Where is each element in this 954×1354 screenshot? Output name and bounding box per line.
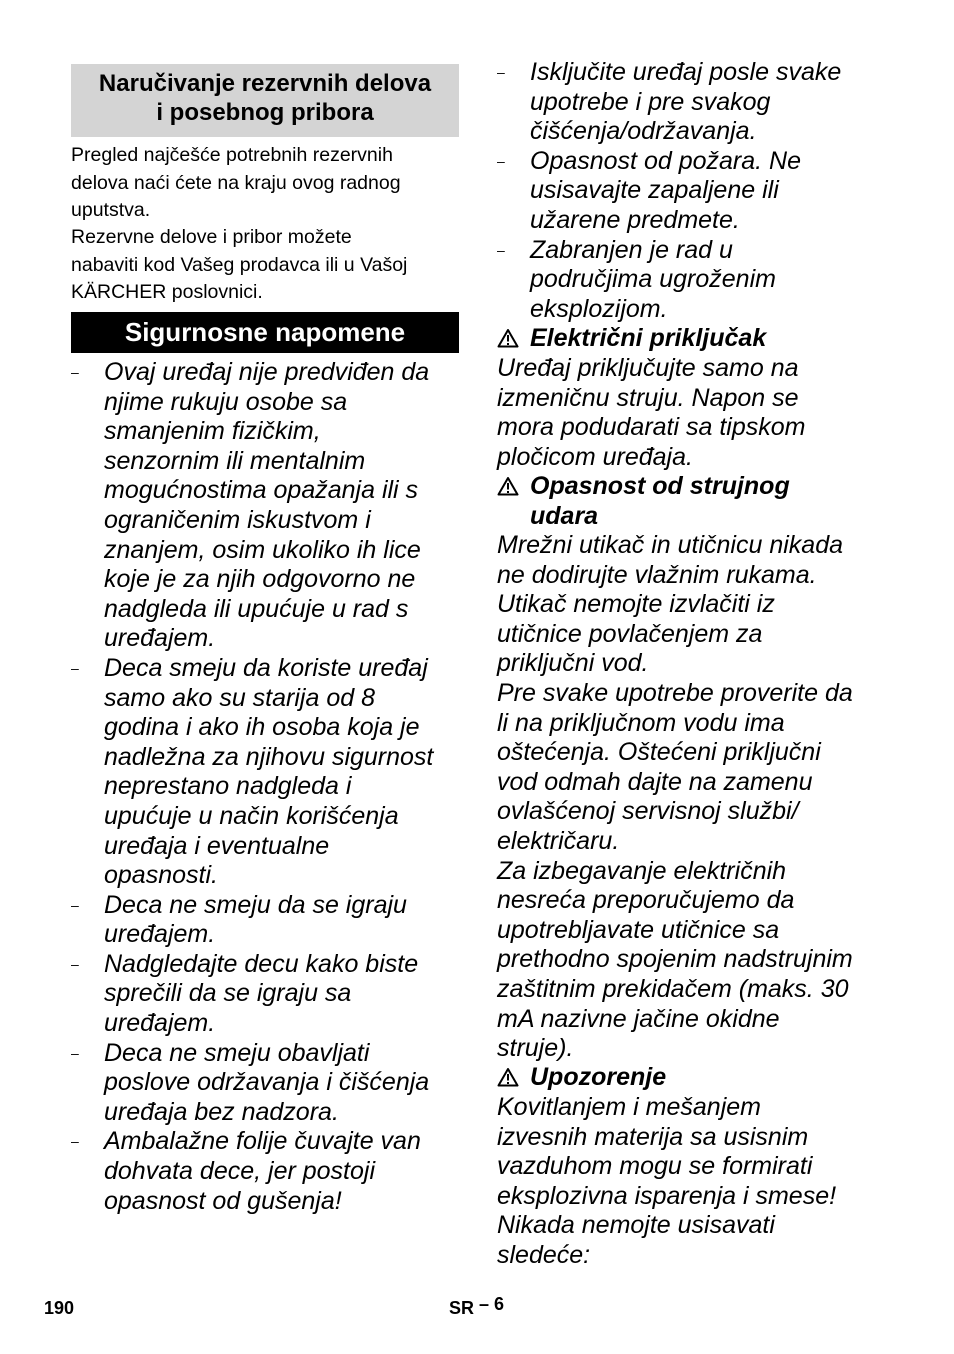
text-line: Rezervne delove i pribor možete xyxy=(71,226,352,248)
dash-bullet-icon: – xyxy=(497,152,505,169)
text-line: Deca smeju da koriste uređaj xyxy=(104,653,428,682)
text-line: utičnice povlačenjem za xyxy=(497,619,763,648)
list-item xyxy=(71,358,433,654)
dash-bullet-icon: – xyxy=(71,1044,79,1061)
text-line: usisavajte zapaljene ili xyxy=(530,176,779,205)
footer-section-number: – 6 xyxy=(479,1294,505,1314)
text-line: senzornim ili mentalnim xyxy=(104,446,366,475)
list-item xyxy=(71,950,433,1039)
warning-triangle-icon xyxy=(497,472,530,502)
text-line: Pregled najčešće potrebnih rezervnih xyxy=(71,144,393,166)
text-line: Nadgledajte decu kako biste xyxy=(104,949,419,978)
shock-heading-line1: Opasnost od strujnog xyxy=(530,472,790,500)
text-line: upotrebljavate utičnice sa xyxy=(497,915,780,944)
warning-heading xyxy=(497,1063,666,1093)
dash-bullet-icon: – xyxy=(71,896,79,913)
safety-list xyxy=(71,358,433,1216)
text-line: Isključite uređaj posle svake xyxy=(530,58,842,86)
text-line: dohvata dece, jer postoji xyxy=(104,1157,376,1186)
text-line: nesreća preporučujemo da xyxy=(497,886,795,915)
ordering-heading-line2: i posebnog pribora xyxy=(156,99,374,126)
text-line: KÄRCHER poslovnici. xyxy=(71,281,263,303)
text-line: opasnost od gušenja! xyxy=(104,1186,342,1215)
text-line: li na priključnom vodu ima xyxy=(497,708,785,737)
text-line: Deca ne smeju da se igraju xyxy=(104,890,407,919)
list-item xyxy=(71,654,433,891)
text-line: Deca ne smeju obavljati xyxy=(104,1038,370,1067)
warning-triangle-icon xyxy=(497,324,530,354)
shock-heading xyxy=(497,472,790,531)
text-line: uređajem. xyxy=(104,624,216,653)
ordering-paragraph-2 xyxy=(71,224,407,307)
list-item xyxy=(497,147,841,236)
text-line: delova naći ćete na kraju ovog radnog xyxy=(71,171,401,194)
text-line: poslove održavanja i čišćenja xyxy=(104,1068,430,1097)
text-line: Ovaj uređaj nije predviđen da xyxy=(104,358,430,386)
text-line: Pre svake upotrebe proverite da xyxy=(497,678,853,707)
text-line: pločicom uređaja. xyxy=(497,442,693,471)
text-line: izvesnih materija sa usisnim xyxy=(497,1122,809,1151)
text-line: Kovitlanjem i mešanjem xyxy=(497,1093,761,1121)
text-line: Uređaj priključujte samo na xyxy=(497,354,799,382)
dash-bullet-icon: – xyxy=(497,241,505,258)
ordering-heading xyxy=(71,64,459,137)
warning-heading-text: Upozorenje xyxy=(530,1063,667,1091)
text-line: uputstva. xyxy=(71,199,151,221)
text-line: nadgleda ili upućuje u rad s xyxy=(104,594,409,623)
text-line: uređaja i eventualne xyxy=(104,831,330,860)
safety-heading: Sigurnosne napomene xyxy=(71,312,459,353)
text-line: Ambalažne folije čuvajte van xyxy=(104,1127,421,1156)
text-line: oštećenja. Oštećeni priključni xyxy=(497,738,821,767)
text-line: samo ako su starija od 8 xyxy=(104,683,375,712)
page-number: 190 xyxy=(44,1298,75,1318)
text-line: neprestano nadgleda i xyxy=(104,772,352,801)
list-item xyxy=(71,1039,433,1128)
text-line: Utikač nemojte izvlačiti iz xyxy=(497,590,775,619)
shock-text xyxy=(497,531,853,1064)
text-line: vod odmah dajte na zamenu xyxy=(497,767,813,796)
electrical-heading-text: Električni priključak xyxy=(530,324,767,352)
dash-bullet-icon: – xyxy=(497,64,505,80)
text-line: priključni vod. xyxy=(497,649,649,678)
electrical-heading xyxy=(497,324,766,354)
ordering-heading-line1: Naručivanje rezervnih delova xyxy=(98,70,432,97)
dash-bullet-icon: – xyxy=(71,1133,79,1150)
text-line: Opasnost od požara. Ne xyxy=(530,146,801,175)
footer-lang: SR xyxy=(449,1298,475,1318)
text-line: ograničenim iskustvom i xyxy=(104,505,371,534)
text-line: sledeće: xyxy=(497,1240,591,1269)
electrical-text xyxy=(497,354,805,472)
list-item xyxy=(497,58,841,147)
text-line: uređaja bez nadzora. xyxy=(104,1097,339,1126)
list-item xyxy=(71,891,433,950)
text-line: izmeničnu struju. Napon se xyxy=(497,383,799,412)
safety-list-continued xyxy=(497,58,841,324)
text-line: sprečili da se igraju sa xyxy=(104,979,352,1008)
text-line: čišćenja/održavanja. xyxy=(530,117,757,146)
text-line: znanjem, osim ukoliko ih lice xyxy=(104,535,421,564)
text-line: nadležna za njihovu sigurnost xyxy=(104,742,434,771)
text-line: smanjenim fizičkim, xyxy=(104,417,321,446)
text-line: uređajem. xyxy=(104,1009,216,1038)
list-item xyxy=(497,236,841,325)
text-line: prethodno spojenim nadstrujnim xyxy=(497,945,853,974)
text-line: područjima ugroženim xyxy=(530,265,776,294)
warning-triangle-icon xyxy=(497,1063,530,1093)
text-line: opasnosti. xyxy=(104,861,218,890)
footer-section xyxy=(449,1294,505,1319)
text-line: mora podudarati sa tipskom xyxy=(497,413,806,442)
text-line: Zabranjen je rad u xyxy=(530,235,733,264)
text-line: mogućnostima opažanja ili s xyxy=(104,476,419,505)
text-line: koje je za njih odgovorno ne xyxy=(104,565,416,594)
list-item xyxy=(71,1127,433,1216)
shock-heading-line2: udara xyxy=(530,501,599,530)
text-line: njime rukuju osobe sa xyxy=(104,387,348,416)
warning-text xyxy=(497,1093,836,1271)
text-line: struje). xyxy=(497,1034,574,1063)
text-line: užarene predmete. xyxy=(530,205,740,234)
text-line: godina i ako ih osoba koja je xyxy=(104,713,420,742)
text-line: ne dodirujte vlažnim rukama. xyxy=(497,560,817,589)
text-line: ovlašćenoj servisnoj službi/ xyxy=(497,797,799,826)
text-line: eksplozijom. xyxy=(530,294,668,323)
text-line: upotrebe i pre svakog xyxy=(530,87,771,116)
dash-bullet-icon: – xyxy=(71,955,79,972)
text-line: mA nazivne jačine okidne xyxy=(497,1004,780,1033)
text-line: električaru. xyxy=(497,826,620,855)
text-line: vazduhom mogu se formirati xyxy=(497,1152,813,1181)
text-line: upućuje u način korišćenja xyxy=(104,801,399,830)
dash-bullet-icon: – xyxy=(71,364,79,380)
text-line: Nikada nemojte usisavati xyxy=(497,1211,775,1240)
text-line: uređajem. xyxy=(104,920,216,949)
text-line: Mrežni utikač in utičnicu nikada xyxy=(497,531,843,559)
dash-bullet-icon: – xyxy=(71,659,79,676)
ordering-paragraph-1 xyxy=(71,142,401,225)
text-line: zaštitnim prekidačem (maks. 30 xyxy=(497,974,849,1003)
text-line: nabaviti kod Vašeg prodavca ili u Vašoj xyxy=(71,253,408,276)
text-line: eksplozivna isparenja i smese! xyxy=(497,1181,837,1210)
text-line: Za izbegavanje električnih xyxy=(497,856,787,885)
